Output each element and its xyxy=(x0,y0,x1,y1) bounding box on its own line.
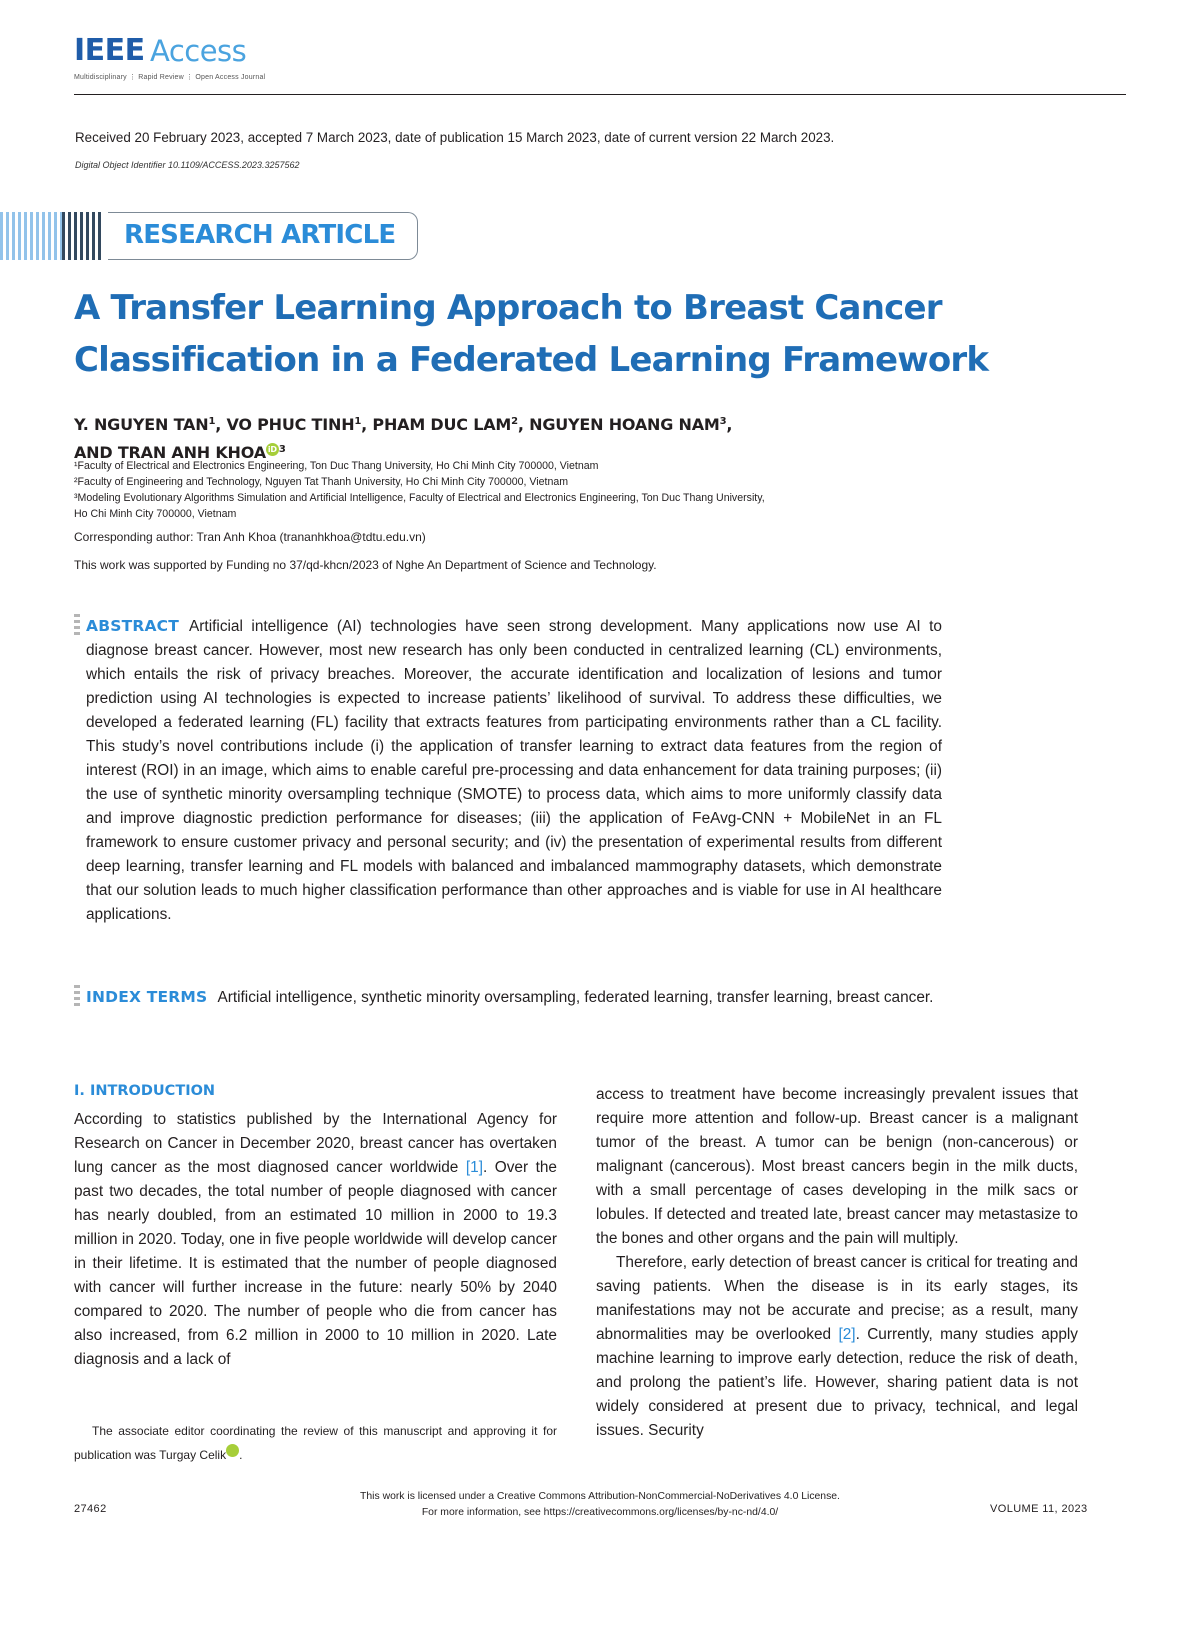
author-separator: , xyxy=(726,415,733,434)
author-affiliation-mark: 2 xyxy=(511,416,518,427)
logo-access-text: Access xyxy=(150,34,247,68)
abstract xyxy=(86,614,942,927)
intro-text: According to statistics published by the International Agency for Research on Cancer in December 2020, breast cancer has overtaken lung cancer as the most diagnosed cancer worldwide xyxy=(74,1111,557,1176)
orcid-icon[interactable]: iD xyxy=(266,443,279,456)
affiliation-3-line-1: ³Modeling Evolutionary Algorithms Simulation and Artificial Intelligence, Faculty of Electrical and Electronics Engineering, Ton Duc Thang University, xyxy=(74,492,765,504)
affiliation-1: ¹Faculty of Electrical and Electronics Engineering, Ton Duc Thang University, Ho Chi Minh City 700000, Vietnam xyxy=(74,460,599,472)
intro-paragraph-continued: access to treatment have become increasingly prevalent issues that require more attention and follow-up. Breast cancer is a malignant tumor of the breast. A tumor can be benign (non-cancerous) or malignant (cancerous). Most breast cancers begin in the milk ducts, with a small percentage of cases developing in the milk sacs or lobules. If detected and treated late, breast cancer may metastasize to the bones and other organs and the pain will multiply. xyxy=(596,1086,1078,1247)
citation-link[interactable]: [2] xyxy=(838,1326,856,1343)
intro-paragraph-2 xyxy=(596,1251,1078,1443)
author-name: , PHAM DUC LAM xyxy=(361,415,512,434)
volume-label: VOLUME 11, 2023 xyxy=(990,1503,1088,1515)
section-heading-introduction: I. INTRODUCTION xyxy=(74,1083,216,1099)
logo-tagline: Multidisciplinary ⋮ Rapid Review ⋮ Open Access Journal xyxy=(74,74,266,81)
orcid-icon[interactable]: iD xyxy=(226,1444,239,1457)
logo-ieee-text: IEEE xyxy=(74,33,145,68)
author-affiliation-mark: 1 xyxy=(354,416,362,427)
author-line-1 xyxy=(74,409,1124,437)
abstract-label: ABSTRACT xyxy=(86,617,180,635)
header-divider xyxy=(74,94,1126,95)
abstract-text: Artificial intelligence (AI) technologies have seen strong development. Many applications now use AI to diagnose breast cancer. However, most new research has only been conducted in centralized learning (CL) environments, which entails the risk of privacy breaches. Moreover, the accurate identification and localization of lesions and tumor prediction using AI technologies is expected to increase patients’ likelihood of survival. To address these difficulties, we developed a federated learning (FL) facility that extracts features from participating environments rather than a CL facility. This study’s novel contributions include (i) the application of transfer learning to extract data features from the region of interest (ROI) in an image, which aims to enable careful pre-processing and data enhancement for data training purposes; (ii) the use of synthetic minority oversampling technique (SMOTE) to process data, which aims to more uniformly classify data and improve diagnostic prediction performance for diseases; (iii) the application of FeAvg-CNN + MobileNet in an FL framework to ensure customer privacy and personal security; and (iv) the presentation of experimental results from different deep learning, transfer learning and FL models with balanced and imbalanced mammography datasets, which demonstrate that our solution leads to much higher classification performance than other approaches and is viable for use in AI healthcare applications. xyxy=(86,618,942,923)
license-line-2[interactable]: For more information, see https://creativecommons.org/licenses/by-nc-nd/4.0/ xyxy=(421,1507,779,1518)
author-list xyxy=(74,409,1124,465)
publication-dates: Received 20 February 2023, accepted 7 March 2023, date of publication 15 March 2023, date of current version 22 March 2023. xyxy=(75,130,835,145)
index-terms-label: INDEX TERMS xyxy=(86,988,208,1006)
intro-paragraph-1 xyxy=(74,1108,557,1372)
author-affiliation-mark: 3 xyxy=(278,444,286,455)
editor-footnote: The associate editor coordinating the review of this manuscript and approving it for publication was Turgay Celik iD. xyxy=(74,1424,557,1462)
index-terms xyxy=(86,985,942,1010)
doi-line: Digital Object Identifier 10.1109/ACCESS.2023.3257562 xyxy=(75,160,300,170)
editor-footnote-text: The associate editor coordinating the review of this manuscript and approving it for publication was Turgay Celik xyxy=(74,1424,557,1462)
author-affiliation-mark: 1 xyxy=(208,416,216,427)
author-name: Y. NGUYEN TAN xyxy=(74,415,209,434)
index-terms-marker-icon xyxy=(74,985,80,1007)
license-notice xyxy=(300,1489,900,1521)
citation-link[interactable]: [1] xyxy=(465,1159,483,1176)
author-affiliation-mark: 3 xyxy=(719,416,727,427)
funding-statement: This work was supported by Funding no 37/qd-khcn/2023 of Nghe An Department of Science and Technology. xyxy=(74,558,657,572)
intro-text: . Over the past two decades, the total number of people diagnosed with cancer has nearly doubled, from an estimated 10 million in 2000 to 19.3 million in 2020. Today, one in five people worldwide will develop cancer in their lifetime. It is estimated that the number of people diagnosed with cancer will further increase in the future: nearly 50% by 2040 compared to 2020. The number of people who die from cancer has also increased, from 6.2 million in 2000 to 10 million in 2020. Late diagnosis and a lack of xyxy=(74,1159,557,1368)
index-terms-text: Artificial intelligence, synthetic minority oversampling, federated learning, transfer learning, breast cancer. xyxy=(217,989,934,1006)
right-column xyxy=(596,1083,1078,1443)
title-line-1: A Transfer Learning Approach to Breast Cancer xyxy=(74,288,942,328)
license-line-1: This work is licensed under a Creative Commons Attribution-NonCommercial-NoDerivatives 4.0 License. xyxy=(360,1491,840,1502)
left-column xyxy=(74,1108,557,1372)
paper-title xyxy=(74,282,1074,386)
title-line-2: Classification in a Federated Learning Framework xyxy=(74,340,989,380)
page-number: 27462 xyxy=(74,1503,107,1515)
author-name: AND TRAN ANH KHOA xyxy=(74,443,266,462)
article-type-label: RESEARCH ARTICLE xyxy=(124,220,396,250)
abstract-marker-icon xyxy=(74,614,80,636)
affiliation-3-line-2: Ho Chi Minh City 700000, Vietnam xyxy=(74,508,237,520)
intro-text: Therefore, early detection of breast cancer is critical for treating and saving patients. When the disease is in its early stages, its manifestations may not be accurate and precise; as a result, many abnormalities may be overlooked xyxy=(596,1254,1078,1343)
intro-text: . Currently, many studies apply machine learning to improve early detection, reduce the risk of death, and prolong the patient’s life. However, sharing patient data is not widely considered at present due to privacy, technical, and legal issues. Security xyxy=(596,1326,1079,1439)
author-name: , VO PHUC TINH xyxy=(215,415,355,434)
corresponding-author: Corresponding author: Tran Anh Khoa (trananhkhoa@tdtu.edu.vn) xyxy=(74,530,426,544)
banner-stripes-dark xyxy=(62,212,104,260)
affiliation-2: ²Faculty of Engineering and Technology, Nguyen Tat Thanh University, Ho Chi Minh City 700000, Vietnam xyxy=(74,476,569,488)
author-name: , NGUYEN HOANG NAM xyxy=(517,415,720,434)
